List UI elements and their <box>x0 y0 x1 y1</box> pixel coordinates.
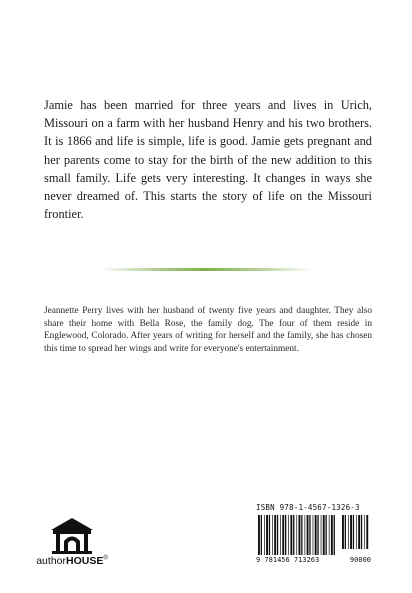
barcode-bar <box>358 515 360 549</box>
barcode-number-line <box>256 556 371 564</box>
barcode-bar <box>261 515 262 555</box>
barcode-bar <box>280 515 281 555</box>
barcode-image <box>258 515 369 557</box>
barcode-bar <box>342 515 344 549</box>
barcode-bar <box>288 515 289 555</box>
isbn-label: ISBN 978-1-4567-1326-3 <box>256 503 360 512</box>
isbn-label-line <box>256 503 371 512</box>
barcode-bar <box>307 515 309 555</box>
publisher-name-light: author <box>36 555 66 567</box>
publisher-name <box>36 555 108 567</box>
barcode-bar <box>272 515 273 555</box>
barcode-bar <box>305 515 306 555</box>
barcode-bar <box>331 515 333 555</box>
barcode-bar <box>301 515 302 555</box>
barcode-bar <box>269 515 270 555</box>
barcode-bar <box>299 515 301 555</box>
barcode-bar <box>353 515 354 549</box>
barcode-bar <box>274 515 276 555</box>
back-cover-blurb: Jamie has been married for three years and lives in Urich, Missouri on a farm with her husband Henry and his two brothers. It is 1866 and life is simple, life is good. Jamie gets pregnant and her parents come to stay for the birth of the new addition to this small family. Life gets very interesting. It changes in ways she never dreamed of. This starts the story of life on the Missouri frontier. <box>44 98 372 222</box>
publisher-logo <box>36 517 108 569</box>
barcode-bar <box>258 515 260 555</box>
barcode-bar <box>313 515 314 555</box>
barcode-bar <box>361 515 362 549</box>
barcode-bar <box>326 515 327 555</box>
barcode-bar <box>334 515 335 555</box>
barcode-bar <box>315 515 317 555</box>
barcode-bar <box>321 515 322 555</box>
barcode-bar <box>317 515 318 555</box>
barcode-bar <box>264 515 265 555</box>
house-logo-icon <box>50 517 94 555</box>
barcode-bar <box>323 515 325 555</box>
barcode-bar <box>309 515 310 555</box>
barcode-bar <box>348 515 349 549</box>
barcode-bar <box>282 515 284 555</box>
barcode-bar <box>356 515 357 549</box>
barcode-bar <box>293 515 294 555</box>
barcode-bar <box>290 515 292 555</box>
barcode-bar <box>329 515 330 555</box>
barcode-bar <box>345 515 346 549</box>
barcode-bar <box>296 515 297 555</box>
decorative-divider <box>100 268 312 271</box>
barcode-bar <box>366 515 368 549</box>
barcode-bar <box>266 515 268 555</box>
publisher-name-bold: HOUSE <box>66 555 104 567</box>
barcode-bar <box>364 515 365 549</box>
isbn-barcode <box>256 505 371 567</box>
barcode-number: 9 781456 713263 <box>256 556 320 564</box>
author-bio: Jeannette Perry lives with her husband of twenty five years and daughter. They also share their home with Bella Rose, the family dog. The four of them reside in Englewood, Colorado. After years of writing for herself and the family, she has chosen this time to spread her wings and write for everyone's entertainment. <box>44 306 372 354</box>
barcode-bar <box>285 515 286 555</box>
trademark-symbol: ® <box>103 555 108 562</box>
barcode-bar <box>350 515 352 549</box>
barcode-bar <box>277 515 278 555</box>
price-code: 90000 <box>349 556 371 564</box>
